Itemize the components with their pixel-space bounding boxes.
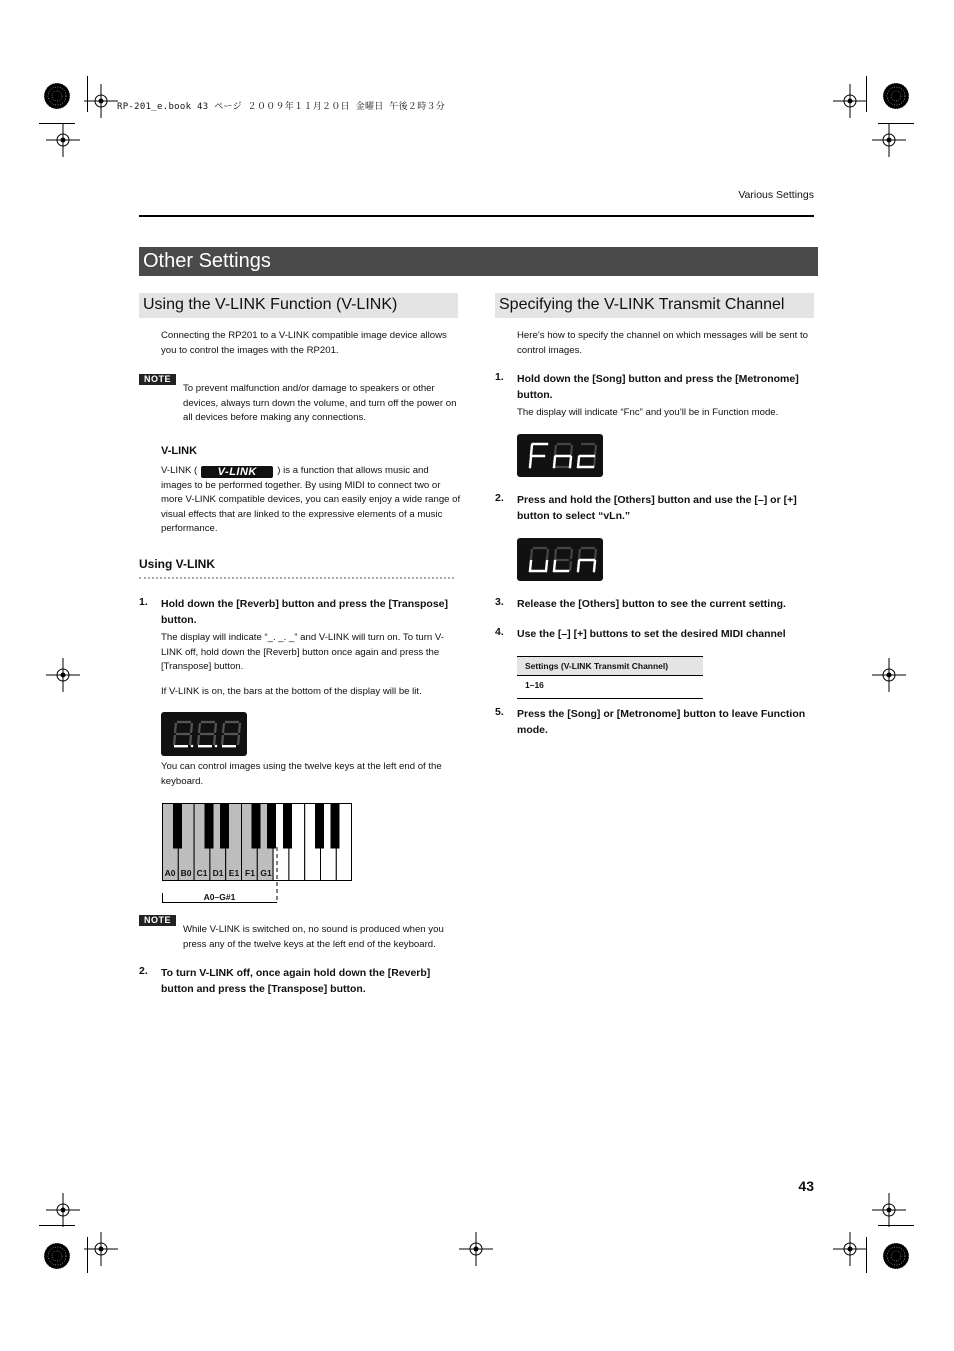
note-text: To prevent malfunction and/or damage to speakers or other devices, always turn down the volume, and turn off the power on all devices before making any connections. xyxy=(183,383,457,424)
header-rule xyxy=(139,215,814,217)
section-title-vlink-function: Using the V-LINK Function (V-LINK) xyxy=(139,293,458,318)
note-text: While V-LINK is switched on, no sound is produced when you press any of the twelve keys at the left end of the keyboard. xyxy=(183,924,444,950)
step-number: 4. xyxy=(495,626,504,638)
led-display-vlink xyxy=(161,712,247,756)
registration-starburst xyxy=(44,83,70,109)
led-display-fnc xyxy=(517,434,603,477)
registration-target xyxy=(872,123,906,157)
key-label: A0 xyxy=(164,868,176,878)
registration-target xyxy=(872,1193,906,1227)
step-text: Release the [Others] button to see the current setting. xyxy=(517,598,786,610)
channel-intro: Here’s how to specify the channel on which messages will be sent to control images. xyxy=(517,330,808,356)
registration-starburst xyxy=(44,1243,70,1269)
registration-target xyxy=(872,658,906,692)
step-detail: The display will indicate “Fnc” and you’ll be in Function mode. xyxy=(517,407,779,418)
step-text: To turn V-LINK off, once again hold down the [Reverb] button and press the [Transpose] button. xyxy=(161,967,431,995)
key-label: D1 xyxy=(212,868,224,878)
step-number: 2. xyxy=(139,965,148,977)
registration-starburst xyxy=(883,1243,909,1269)
page-number: 43 xyxy=(798,1178,814,1194)
using-vlink-heading: Using V-LINK xyxy=(139,557,216,571)
keys-explanation: You can control images using the twelve keys at the left end of the keyboard. xyxy=(161,761,442,787)
running-head: Various Settings xyxy=(738,189,814,201)
key-label: C1 xyxy=(196,868,208,878)
vlink-logo: V-LINK xyxy=(201,466,273,478)
key-label: G1 xyxy=(260,868,272,878)
section-title-transmit-channel: Specifying the V-LINK Transmit Channel xyxy=(495,293,814,318)
step-text: Press and hold the [Others] button and use the [–] or [+] button to select “vLn.” xyxy=(517,494,797,522)
vlink-description: V-LINK ( V-LINK ) is a function that allows music and images to be performed together. By using MIDI to connect two or more V-LINK compatible devices, you can easily enjoy a wide range of visual effects that are linked to the expressive elements of a music performance. xyxy=(161,465,461,535)
page-title: Other Settings xyxy=(139,247,818,276)
step-text: Hold down the [Reverb] button and press the [Transpose] button. xyxy=(161,598,449,626)
step-text: Use the [–] [+] buttons to set the desired MIDI channel xyxy=(517,628,786,640)
registration-target xyxy=(833,84,867,118)
table-row xyxy=(517,676,703,699)
registration-target xyxy=(84,1232,118,1266)
vlink-intro: Connecting the RP201 to a V-LINK compatible image device allows you to control the images with the RP201. xyxy=(161,330,447,356)
keyboard-diagram xyxy=(162,803,352,903)
registration-target xyxy=(833,1232,867,1266)
registration-target xyxy=(84,84,118,118)
key-label: B0 xyxy=(180,868,192,878)
step-number: 3. xyxy=(495,596,504,608)
registration-target xyxy=(46,1193,80,1227)
led-display-vln xyxy=(517,538,603,581)
step-number: 2. xyxy=(495,492,504,504)
step-number: 1. xyxy=(495,371,504,383)
registration-target xyxy=(459,1232,493,1266)
key-label: E1 xyxy=(228,868,240,878)
keyboard-keys xyxy=(162,803,352,903)
table-cell: 1–16 xyxy=(517,676,703,699)
registration-target xyxy=(46,123,80,157)
step-number: 5. xyxy=(495,706,504,718)
key-range-label: A0–G#1 xyxy=(203,892,236,902)
step-text: Press the [Song] or [Metronome] button to leave Function mode. xyxy=(517,708,806,736)
step-detail: If V-LINK is on, the bars at the bottom of the display will be lit. xyxy=(161,686,422,697)
step-number: 1. xyxy=(139,596,148,608)
file-info: RP-201_e.book 43 ページ ２００９年１１月２０日 金曜日 午後２時３分 xyxy=(117,102,446,112)
table-header-cell: Settings (V-LINK Transmit Channel) xyxy=(517,657,703,676)
registration-starburst xyxy=(883,83,909,109)
vlink-heading: V-LINK xyxy=(161,445,198,457)
step-text: Hold down the [Song] button and press the [Metronome] button. xyxy=(517,373,799,401)
note-badge: NOTE xyxy=(139,374,176,385)
dotted-divider xyxy=(139,577,454,579)
key-label: F1 xyxy=(245,868,255,878)
table-header-row xyxy=(517,657,703,676)
registration-target xyxy=(46,658,80,692)
step-detail: The display will indicate “_. _. _” and V-LINK will turn on. To turn V-LINK off, hold down the [Reverb] button once again and press the [Transpose] button. xyxy=(161,632,444,673)
note-badge: NOTE xyxy=(139,915,176,926)
settings-table xyxy=(517,656,703,699)
